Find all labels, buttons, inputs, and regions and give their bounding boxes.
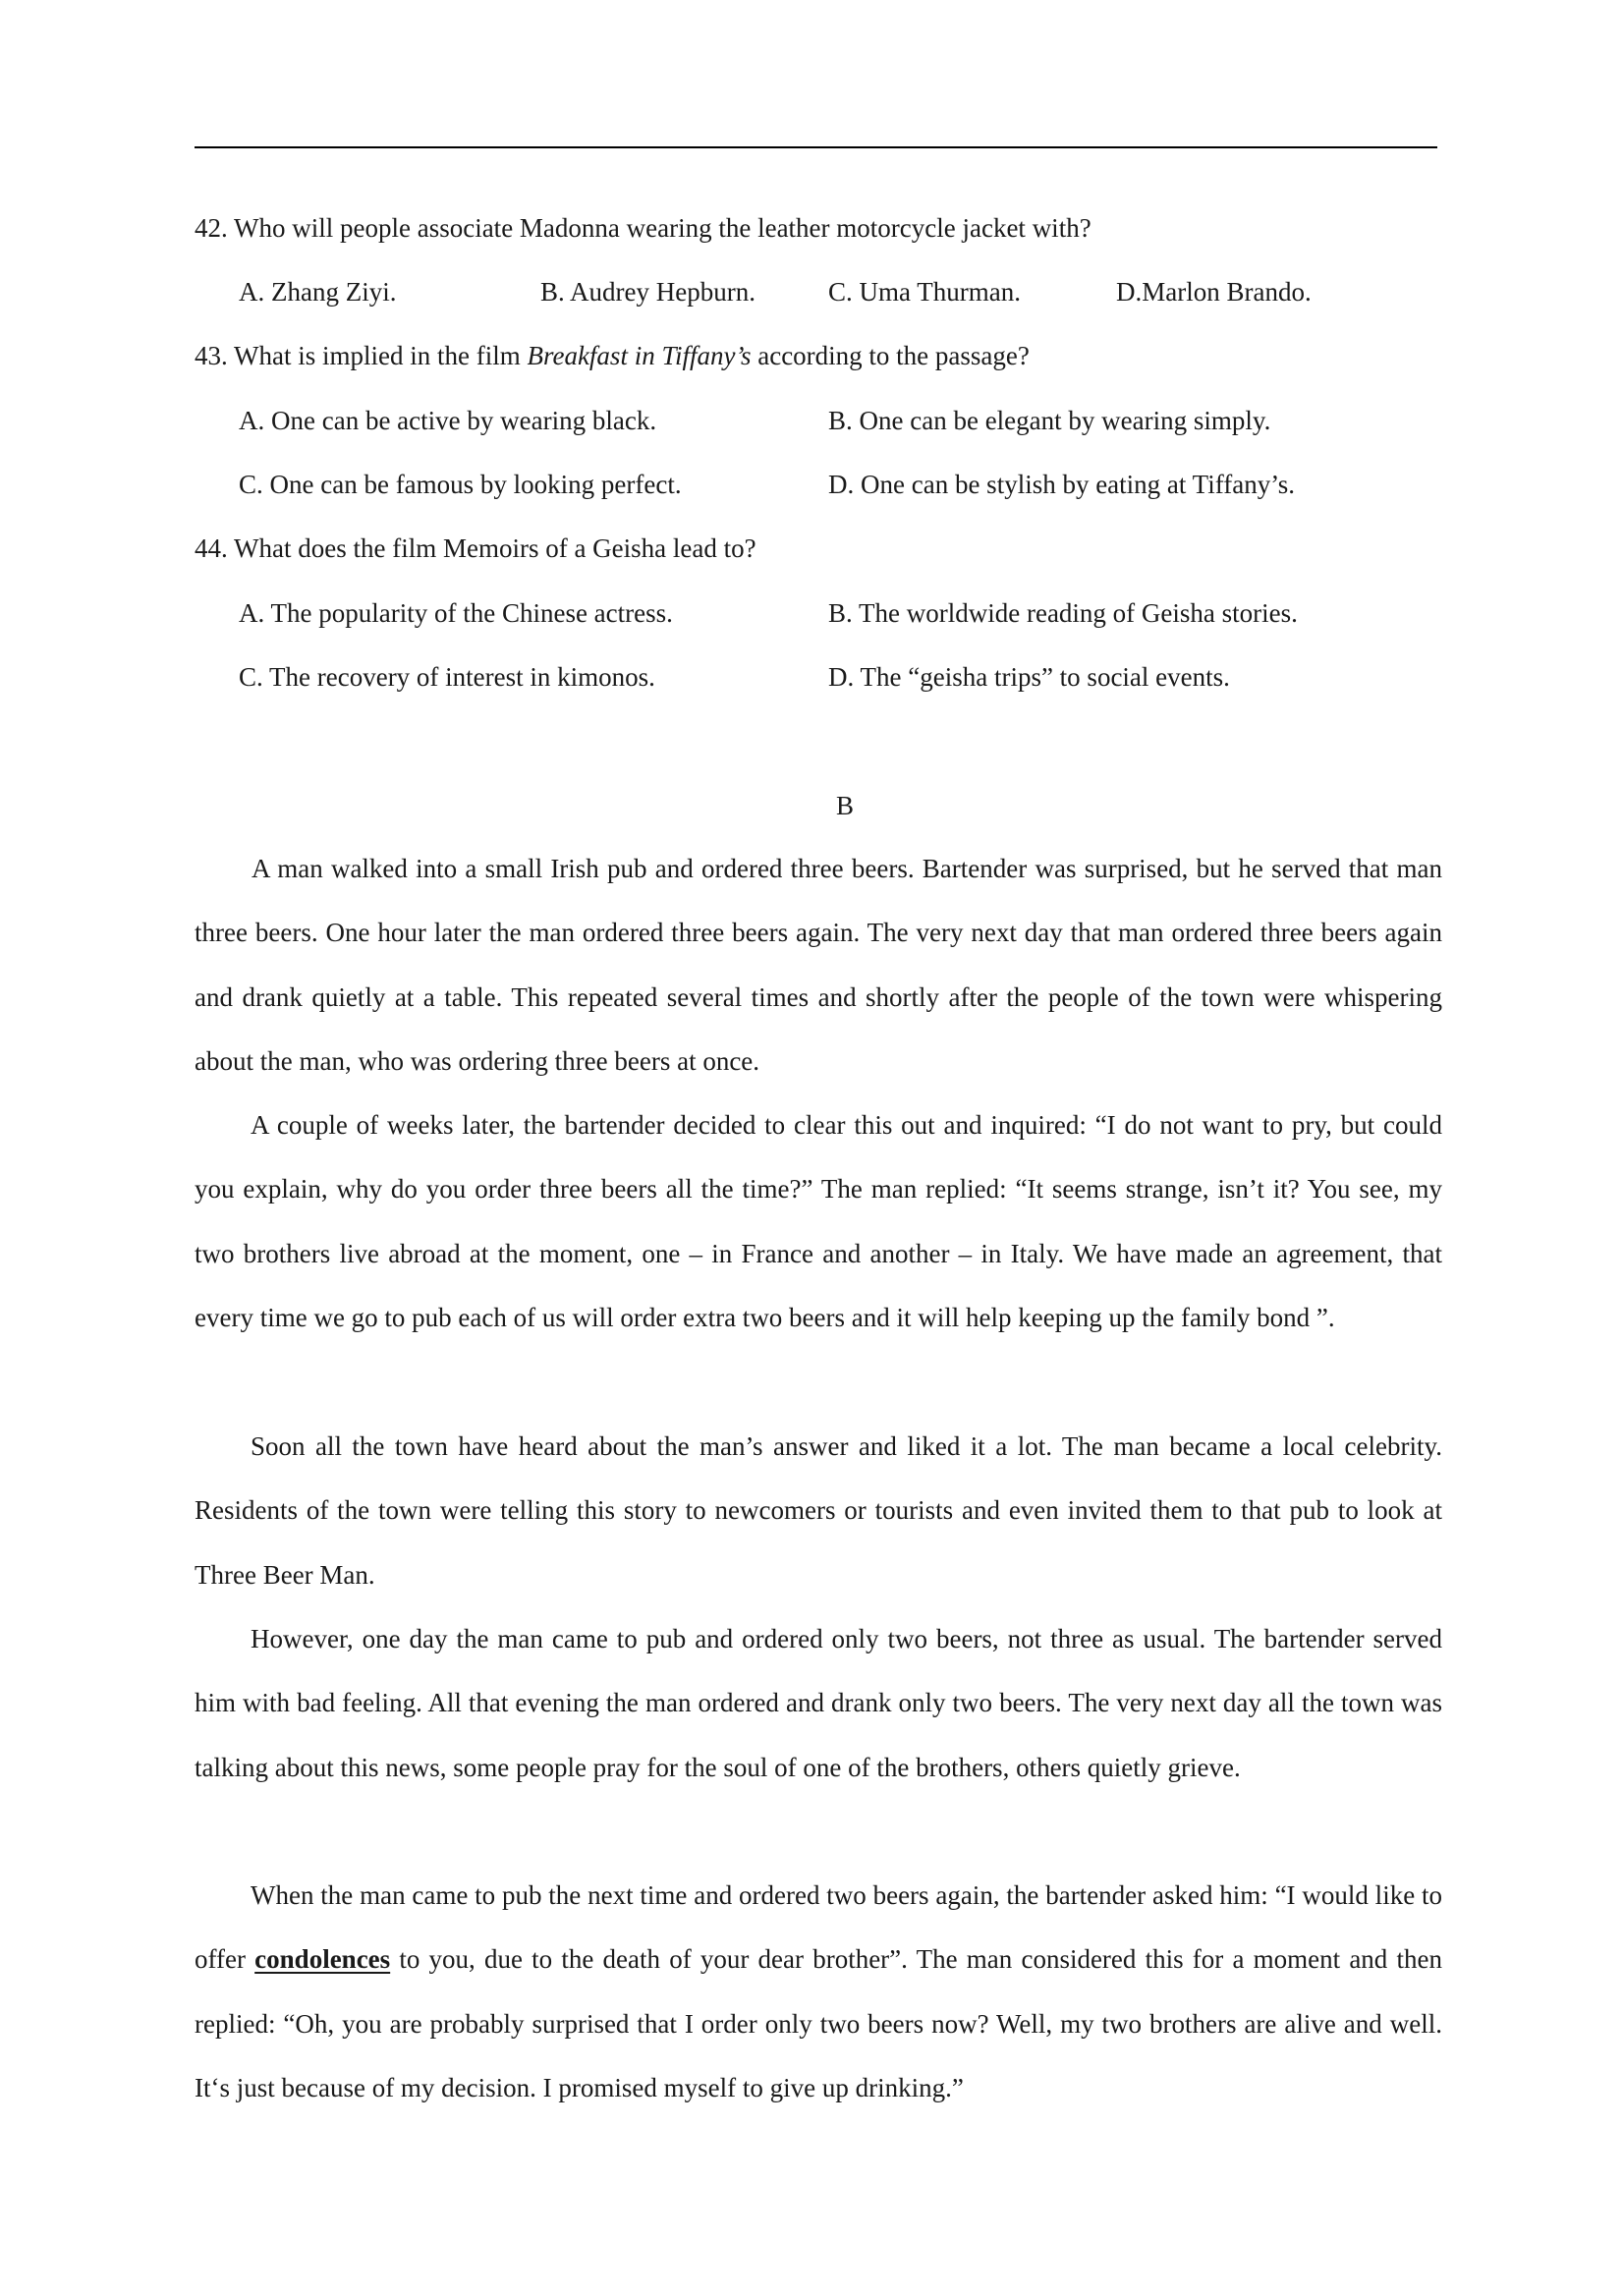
q43-option-c: C. One can be famous by looking perfect. — [239, 470, 682, 499]
q42-option-b: B. Audrey Hepburn. — [540, 277, 756, 307]
passage-paragraph-1: A man walked into a small Irish pub and ordered three beers. Bartender was surprised, but he served that man three beers. One hour later the man ordered three beers again. The very next day that man ordered three beers again and drank quietly at a table. This repeated several times and shortly after the people of the town were whispering about the man, who was ordering three beers at once. — [195, 854, 1442, 1076]
q43-option-a: A. One can be active by wearing black. — [239, 406, 657, 435]
q42-option-c: C. Uma Thurman. — [828, 277, 1021, 307]
q44-option-b: B. The worldwide reading of Geisha stories. — [828, 598, 1298, 628]
question-42-stem: 42. Who will people associate Madonna wearing the leather motorcycle jacket with? — [195, 213, 1091, 243]
passage-paragraph-3: Soon all the town have heard about the man’s answer and liked it a lot. The man became a local celebrity. Residents of the town were telling this story to newcomers or tourists and even invited them to that pub to look at Three Beer Man. — [195, 1431, 1442, 1590]
q42-option-d: D.Marlon Brando. — [1116, 277, 1312, 307]
q44-option-a: A. The popularity of the Chinese actress. — [239, 598, 673, 628]
question-44-stem: 44. What does the film Memoirs of a Geisha lead to? — [195, 533, 756, 563]
passage-paragraph-4: However, one day the man came to pub and ordered only two beers, not three as usual. The bartender served him with bad feeling. All that evening the man ordered and drank only two beers. The very next day all the town was talking about this news, some people pray for the soul of one of the brothers, others quietly grieve. — [195, 1624, 1442, 1782]
paragraph-5-post: to you, due to the death of your dear brother”. The man considered this for a moment and then replied: “Oh, you are probably surprised that I order only two beers now? Well, my two brothers are alive and well. It‘s just because of my decision. I promised myself to give up drinking.” — [195, 1944, 1442, 2102]
q43-option-d: D. One can be stylish by eating at Tiffany’s. — [828, 470, 1295, 499]
question-43-stem — [195, 338, 1030, 373]
q43-option-b: B. One can be elegant by wearing simply. — [828, 406, 1271, 435]
passage-paragraph-5 — [195, 1864, 1442, 2120]
header-rule — [195, 146, 1437, 148]
paragraph-5-pre: When the man came to pub the next time and ordered two beers again, the bartender asked him: “I would like to offer — [195, 1880, 1442, 1975]
q44-option-d: D. The “geisha trips” to social events. — [828, 662, 1230, 692]
passage-paragraph-2: A couple of weeks later, the bartender decided to clear this out and inquired: “I do not want to pry, but could you explain, why do you order three beers all the time?” The man replied: “It seems strange, isn’t it? You see, my two brothers live abroad at the moment, one – in France and another – in Italy. We have made an agreement, that every time we go to pub each of us will order extra two beers and it will help keeping up the family bond ”. — [195, 1110, 1442, 1332]
section-b-title: B — [835, 791, 854, 820]
q43-stem-post: according to the passage? — [751, 341, 1030, 370]
q42-option-a: A. Zhang Ziyi. — [239, 277, 397, 307]
underlined-word-condolences: condolences — [254, 1944, 391, 1975]
q43-stem-pre: 43. What is implied in the film — [195, 341, 528, 370]
q43-film-title: Breakfast in Tiffany’s — [527, 341, 752, 370]
q44-option-c: C. The recovery of interest in kimonos. — [239, 662, 655, 692]
